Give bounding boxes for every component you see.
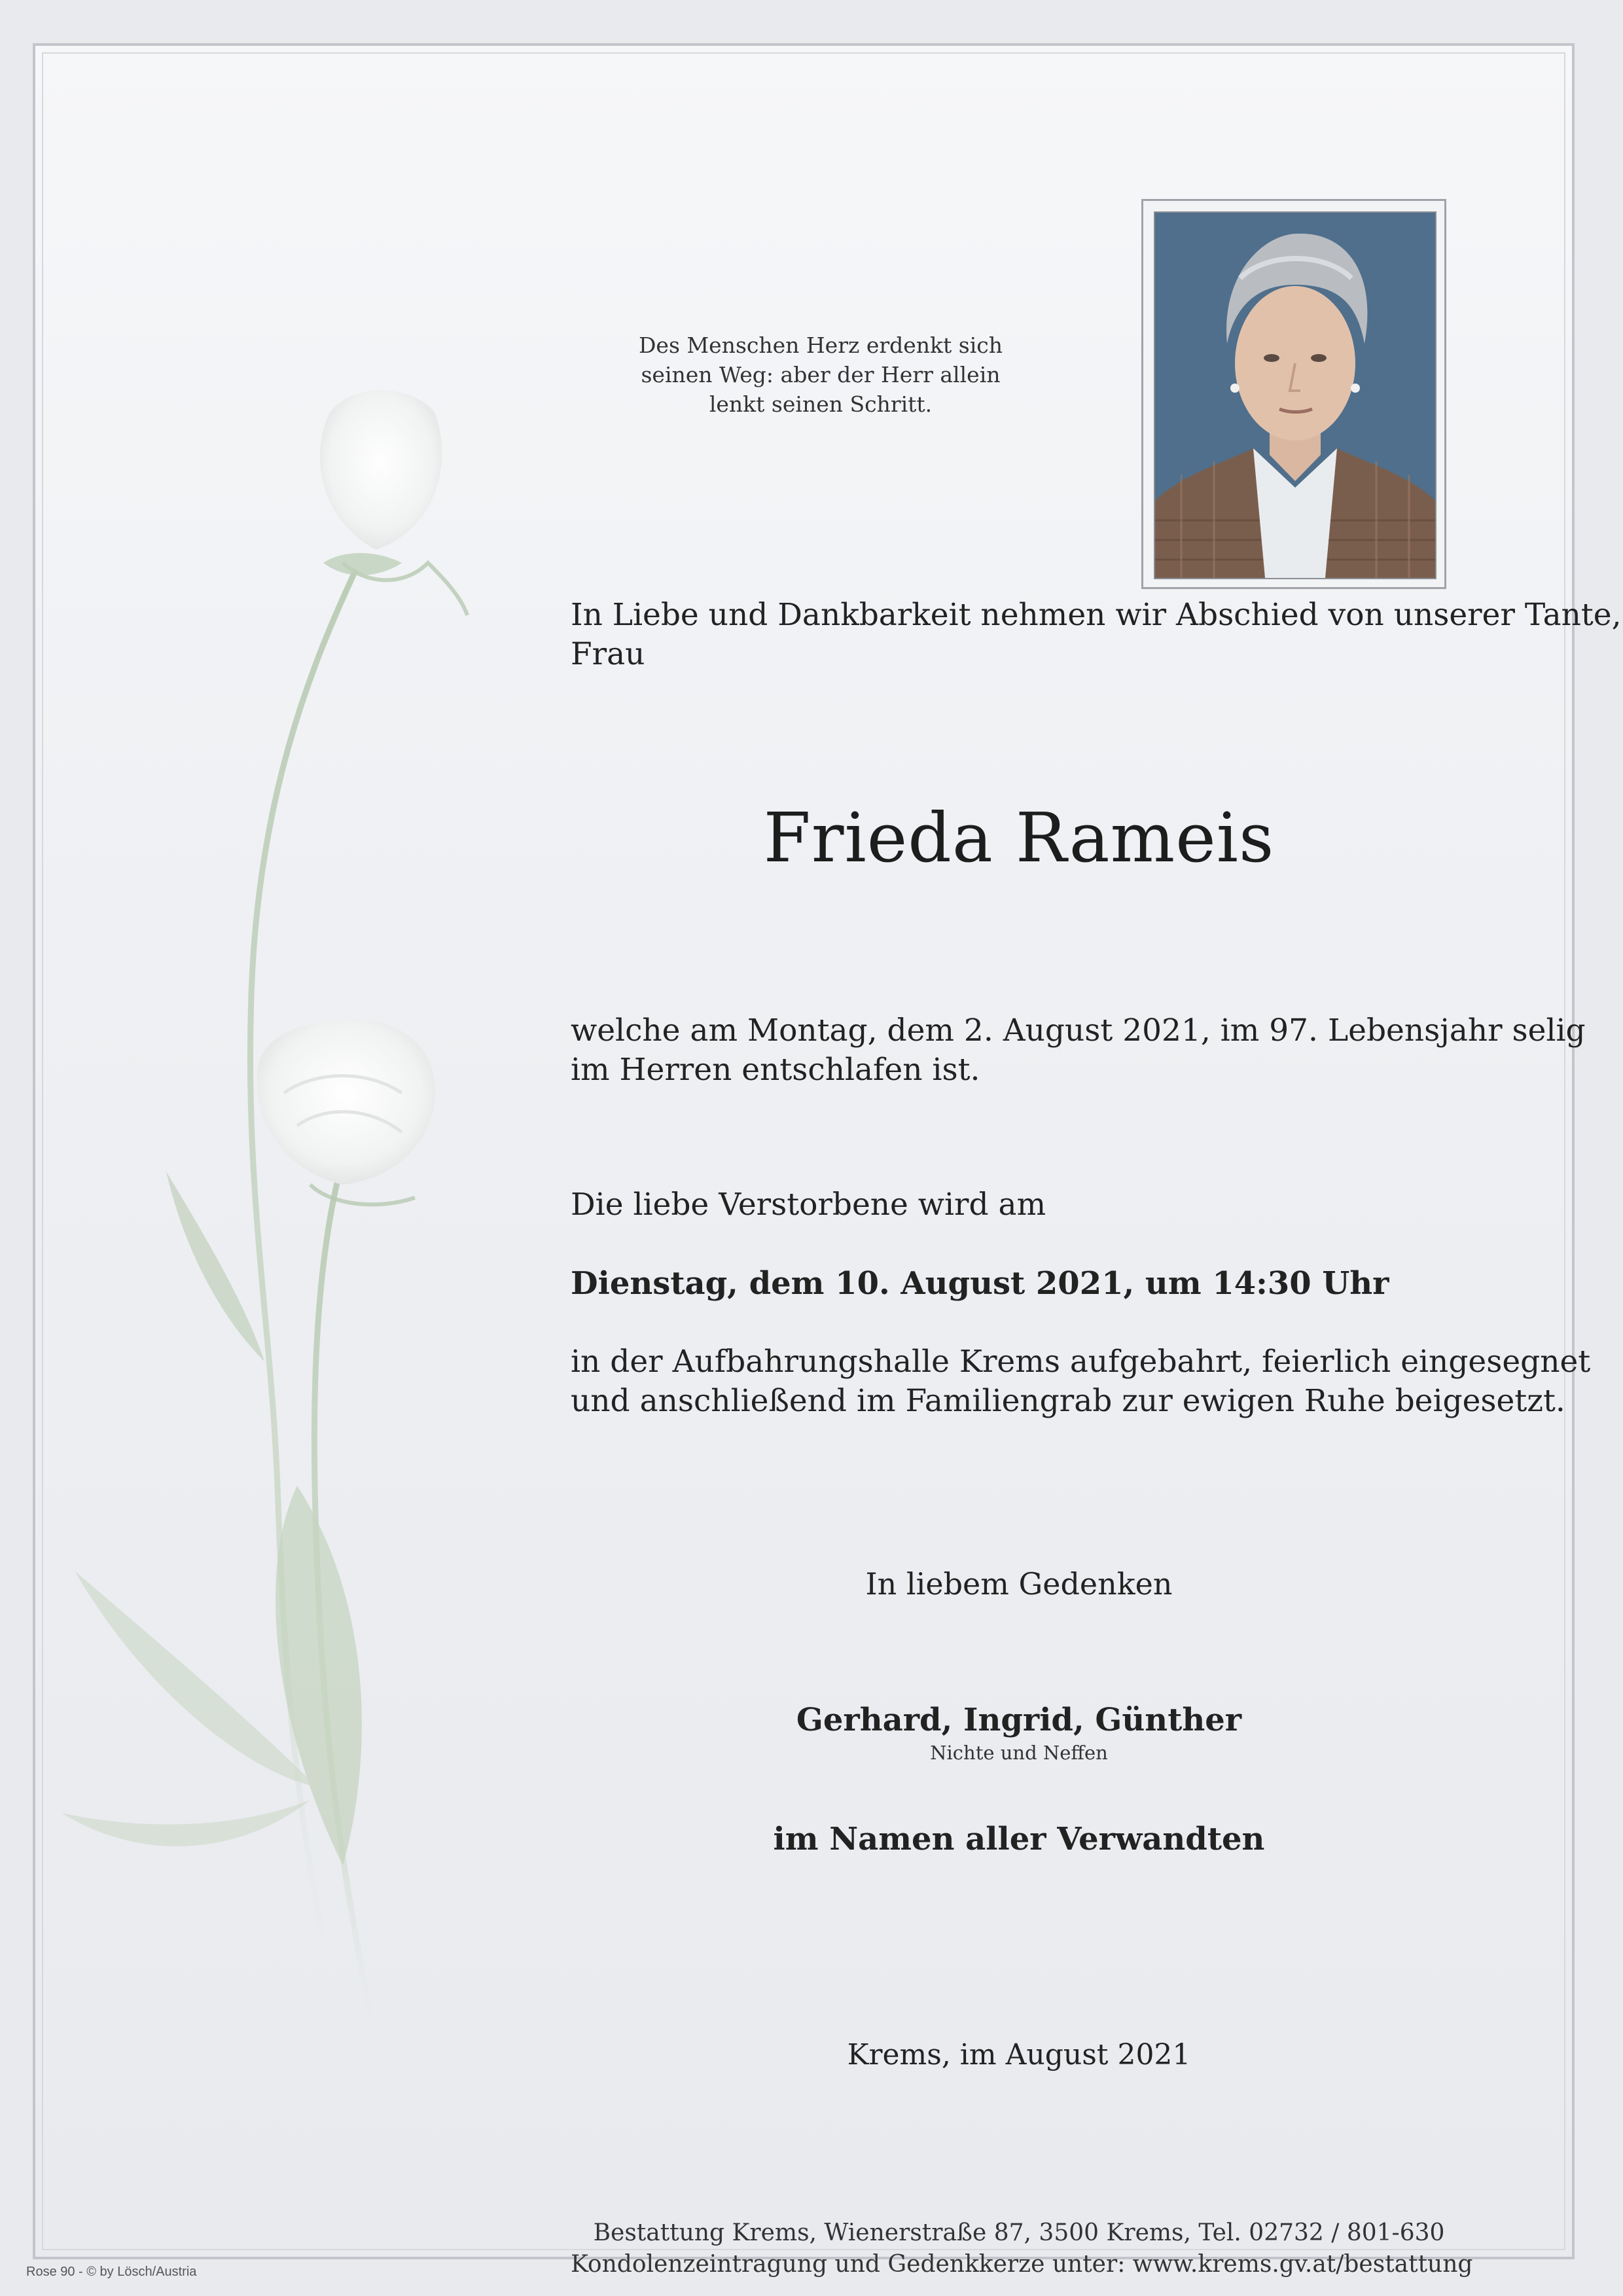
portrait-photo <box>1154 211 1436 579</box>
bible-quote <box>618 331 1024 419</box>
death-notice-line: welche am Montag, dem 2. August 2021, im 97. Lebensjahr selig <box>571 1013 1586 1049</box>
death-notice-line: im Herren entschlafen ist. <box>571 1052 980 1088</box>
funeral-details-line: in der Aufbahrungshalle Krems aufgebahrt, feierlich eingesegnet <box>571 1344 1591 1380</box>
remembrance-text: In liebem Gedenken <box>865 1566 1173 1602</box>
death-notice <box>571 1011 1586 1090</box>
deceased-name: Frieda Rameis <box>763 798 1275 878</box>
funeral-details-line: und anschließend im Familiengrab zur ewigen Ruhe beigesetzt. <box>571 1383 1565 1419</box>
funeral-home-footer <box>571 2217 1473 2280</box>
quote-line: seinen Weg: aber der Herr allein <box>641 362 1001 387</box>
funeral-details <box>571 1342 1591 1421</box>
mourner-names: Gerhard, Ingrid, Günther <box>796 1702 1242 1738</box>
intro-text <box>571 596 1622 674</box>
mourner-relation: Nichte und Neffen <box>930 1742 1108 1764</box>
place-date: Krems, im August 2021 <box>847 2038 1191 2072</box>
intro-line: Frau <box>571 636 645 672</box>
portrait-icon <box>1155 213 1435 578</box>
quote-line: Des Menschen Herz erdenkt sich <box>638 332 1003 358</box>
quote-line: lenkt seinen Schritt. <box>709 391 933 417</box>
white-rose-icon <box>35 46 533 2262</box>
image-credit: Rose 90 - © by Lösch/Austria <box>26 2265 197 2279</box>
funeral-datetime: Dienstag, dem 10. August 2021, um 14:30 Uhr <box>571 1265 1389 1302</box>
footer-line: Bestattung Krems, Wienerstraße 87, 3500 Krems, Tel. 02732 / 801-630 <box>593 2219 1445 2246</box>
footer-line: Kondolenzeintragung und Gedenkkerze unter: www.krems.gv.at/bestattung <box>571 2251 1473 2278</box>
mourner-family: im Namen aller Verwandten <box>773 1821 1265 1857</box>
intro-line: In Liebe und Dankbarkeit nehmen wir Abschied von unserer Tante, <box>571 597 1622 633</box>
funeral-lead: Die liebe Verstorbene wird am <box>571 1187 1046 1223</box>
portrait-frame <box>1141 199 1446 589</box>
